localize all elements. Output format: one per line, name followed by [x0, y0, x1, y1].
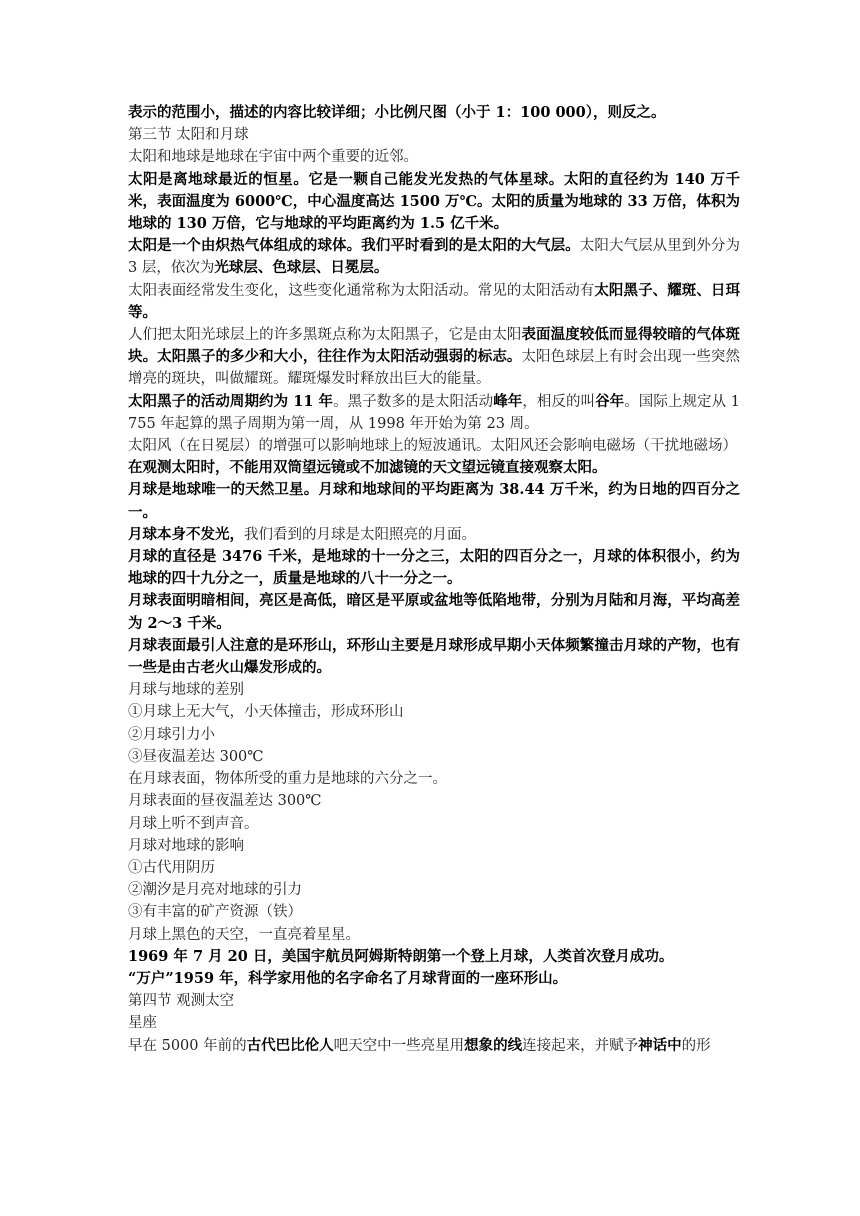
bold-text-run: 月球本身不发光， [128, 525, 244, 543]
paragraph [128, 968, 740, 990]
bold-text-run: 太阳黑子、耀斑、日珥等。 [128, 281, 741, 321]
text-run: 第三节 太阳和月球 [128, 127, 249, 144]
paragraph [128, 901, 740, 923]
paragraph [128, 146, 740, 168]
bold-text-run: 光球层、色球层、日冕层。 [214, 259, 389, 277]
bold-text-run: 峰年 [493, 392, 523, 410]
bold-text-run: 太阳是离地球最近的恒星。它是一颗自己能发光发热的气体星球。太阳的直径约为 140 万千米，表面温度为 6000℃，中心温度高达 1500 万℃。太阳的质量为地球的 33 万倍，体积为地球的 130 万倍，它与地球的平均距离约为 1.5 亿千米。 [128, 170, 740, 233]
bold-text-run: 古代巴比伦人 [246, 1036, 334, 1054]
text-run: 第四节 观测太空 [128, 993, 235, 1010]
paragraph [128, 590, 740, 634]
bold-text-run: 月球是地球唯一的天然卫星。月球和地球间的平均距离为 38.44 万千米，约为日地的四百分之一。 [128, 481, 740, 521]
paragraph [128, 835, 740, 857]
paragraph [128, 524, 740, 546]
paragraph [128, 457, 740, 479]
bold-text-run: 太阳黑子的活动周期约为 11 年 [128, 392, 334, 410]
text-run: ③有丰富的矿产资源（铁） [128, 904, 302, 921]
paragraph [128, 124, 740, 146]
paragraph [128, 1012, 740, 1034]
paragraph [128, 813, 740, 835]
text-run: 。国际上规定从 1755 年起算的黑子周期为第一周，从 1998 年开始为第 23 周。 [128, 393, 741, 432]
bold-text-run: 神话中 [638, 1036, 682, 1054]
text-run: 太阳和地球是地球在宇宙中两个重要的近邻。 [128, 149, 418, 166]
paragraph [128, 790, 740, 812]
paragraph [128, 724, 740, 746]
paragraph [128, 102, 740, 124]
paragraph [128, 857, 740, 879]
paragraph [128, 1035, 740, 1057]
text-run: 人们把太阳光球层上的许多黑斑点称为太阳黑子，它是由太阳 [128, 327, 522, 344]
text-run: 早在 5000 年前的 [128, 1037, 247, 1054]
paragraph [128, 768, 740, 790]
paragraph [128, 435, 740, 457]
paragraph [128, 479, 740, 523]
paragraph [128, 635, 740, 679]
paragraph [128, 879, 740, 901]
text-run: 月球与地球的差别 [128, 682, 244, 699]
paragraph [128, 701, 740, 723]
text-run: ，相反的叫 [522, 393, 596, 410]
text-run: 月球上听不到声音。 [128, 815, 259, 832]
text-run: ③昼夜温差达 300℃ [128, 748, 264, 765]
document-body [128, 102, 740, 1057]
text-run: 月球上黑色的天空，一直亮着星星。 [128, 926, 360, 943]
text-run: 。黑子数多的是太阳活动 [333, 393, 494, 410]
bold-text-run: 月球表面最引人注意的是环形山，环形山主要是月球形成早期小天体频繁撞击月球的产物，也有一些是由古老火山爆发形成的。 [128, 636, 740, 677]
paragraph [128, 169, 740, 236]
text-run: 太阳表面经常发生变化，这些变化通常称为太阳活动。常见的太阳活动有 [128, 282, 595, 299]
bold-text-run: 1969 年 7 月 20 日，美国宇航员阿姆斯特朗第一个登上月球，人类首次登月成功。 [128, 947, 674, 965]
text-run: ②潮汐是月亮对地球的引力 [128, 882, 302, 899]
paragraph [128, 391, 740, 435]
bold-text-run: 太阳是一个由炽热气体组成的球体。我们平时看到的是太阳的大气层。 [128, 237, 580, 255]
text-run: 星座 [128, 1015, 157, 1032]
text-run: ②月球引力小 [128, 726, 215, 743]
bold-text-run: 谷年 [595, 392, 625, 410]
paragraph [128, 946, 740, 968]
text-run: 在月球表面，物体所受的重力是地球的六分之一。 [128, 771, 447, 788]
bold-text-run: 在观测太阳时，不能用双筒望远镜或不加滤镜的天文望远镜直接观察太阳。 [128, 459, 607, 477]
bold-text-run: “万户”1959 年，科学家用他的名字命名了月球背面的一座环形山。 [128, 969, 568, 987]
paragraph [128, 990, 740, 1012]
text-run: ①月球上无大气，小天体撞击，形成环形山 [128, 704, 404, 721]
paragraph [128, 924, 740, 946]
paragraph [128, 235, 740, 279]
text-run: 太阳风（在日冕层）的增强可以影响地球上的短波通讯。太阳风还会影响电磁场（干扰地磁场） [128, 438, 737, 455]
text-run: ①古代用阴历 [128, 859, 215, 876]
text-run: 吧天空中一些亮星用 [333, 1037, 465, 1054]
bold-text-run: 表面温度较低而显得较暗的气体斑块。太阳黑子的多少和大小，往往作为太阳活动强弱的标志。 [128, 326, 741, 366]
paragraph [128, 546, 740, 590]
bold-text-run: 月球表面明暗相间，亮区是高低，暗区是平原或盆地等低陷地带，分别为月陆和月海，平均高差为 2～3 千米。 [128, 592, 740, 632]
paragraph [128, 280, 740, 324]
bold-text-run: 想象的线 [464, 1036, 523, 1054]
text-run: 太阳大气层从里到外分为 3 层，依次为 [128, 238, 740, 277]
paragraph [128, 324, 740, 391]
paragraph [128, 679, 740, 701]
text-run: 我们看到的月球是太阳照亮的月面。 [244, 526, 476, 543]
text-run: 月球表面的昼夜温差达 300℃ [128, 793, 322, 810]
text-run: 月球对地球的影响 [128, 837, 244, 854]
paragraph [128, 746, 740, 768]
text-run: 太阳色球层上有时会出现一些突然增亮的斑块，叫做耀斑。耀斑爆发时释放出巨大的能量。 [128, 349, 741, 388]
text-run: 连接起来，并赋予 [522, 1037, 639, 1054]
bold-text-run: 月球的直径是 3476 千米，是地球的十一分之三，太阳的四百分之一，月球的体积很小，约为地球的四十九分之一，质量是地球的八十一分之一。 [128, 548, 740, 588]
text-run: 的形 [681, 1037, 711, 1054]
bold-text-run: 表示的范围小，描述的内容比较详细；小比例尺图（小于 1：100 000），则反之。 [128, 104, 666, 121]
